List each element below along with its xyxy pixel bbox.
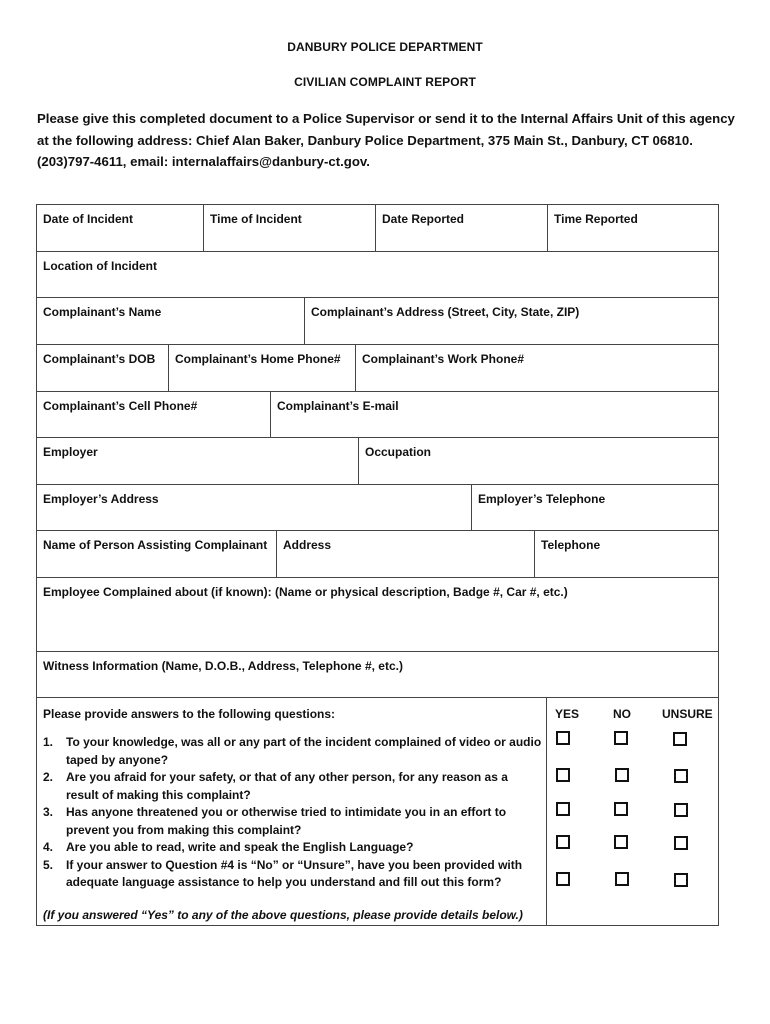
question-item — [43, 839, 543, 857]
assisting-address-label: Address — [283, 538, 332, 552]
complainant-name-row — [36, 297, 719, 344]
complainant-address-label: Complainant’s Address (Street, City, State, ZIP) — [311, 305, 580, 319]
complainant-home-phone-label: Complainant’s Home Phone# — [175, 352, 341, 366]
witness-row — [36, 651, 719, 697]
questions-heading: Please provide answers to the following questions: — [43, 707, 336, 721]
details-note: (If you answered “Yes” to any of the above questions, please provide details below.) — [43, 908, 523, 922]
employer-address-field[interactable] — [37, 485, 471, 530]
date-reported-field[interactable] — [375, 205, 547, 251]
question-text: Has anyone threatened you or otherwise tried to intimidate you in an effort to prevent you from making this complaint? — [66, 805, 507, 837]
q2-unsure-checkbox[interactable] — [674, 769, 688, 783]
q5-yes-checkbox[interactable] — [556, 872, 570, 886]
employer-field[interactable] — [37, 438, 358, 484]
unsure-column-header: UNSURE — [662, 707, 713, 721]
occupation-field[interactable] — [358, 438, 718, 484]
q1-no-checkbox[interactable] — [614, 731, 628, 745]
employer-address-label: Employer’s Address — [43, 492, 159, 506]
complainant-work-phone-field[interactable] — [355, 345, 718, 391]
time-reported-field[interactable] — [547, 205, 718, 251]
complainant-name-field[interactable] — [37, 298, 304, 344]
time-reported-label: Time Reported — [554, 212, 638, 226]
question-item — [43, 857, 543, 892]
complainant-dob-label: Complainant’s DOB — [43, 352, 156, 366]
form-title: CIVILIAN COMPLAINT REPORT — [294, 75, 476, 89]
questions-list — [43, 734, 543, 892]
question-item — [43, 769, 543, 804]
q1-unsure-checkbox[interactable] — [673, 732, 687, 746]
employer-label: Employer — [43, 445, 98, 459]
complainant-email-label: Complainant’s E-mail — [277, 399, 399, 413]
date-of-incident-field[interactable] — [37, 205, 203, 251]
q4-yes-checkbox[interactable] — [556, 835, 570, 849]
question-number: 5. — [43, 857, 54, 872]
complainant-phones-row — [36, 344, 719, 391]
incident-datetime-row — [36, 204, 719, 251]
yes-column-header: YES — [555, 707, 580, 721]
time-of-incident-label: Time of Incident — [210, 212, 302, 226]
question-number: 4. — [43, 840, 54, 854]
employer-address-row — [36, 484, 719, 530]
q2-yes-checkbox[interactable] — [556, 768, 570, 782]
occupation-label: Occupation — [365, 445, 432, 459]
assisting-address-field[interactable] — [276, 531, 534, 577]
assisting-person-row — [36, 530, 719, 577]
question-text: If your answer to Question #4 is “No” or “Unsure”, have you been provided with adequate language assistance to help you understand and fill out this form? — [66, 857, 523, 889]
no-column-header: NO — [613, 707, 631, 721]
complainant-email-field[interactable] — [270, 392, 718, 437]
department-name: DANBURY POLICE DEPARTMENT — [287, 40, 483, 54]
answer-column-divider — [546, 698, 547, 925]
assisting-person-name-field[interactable] — [37, 531, 276, 577]
q3-no-checkbox[interactable] — [614, 802, 628, 816]
question-item — [43, 804, 543, 839]
question-item — [43, 734, 543, 769]
q4-unsure-checkbox[interactable] — [674, 836, 688, 850]
question-number: 3. — [43, 805, 54, 819]
witness-information-field[interactable] — [37, 652, 718, 697]
q1-yes-checkbox[interactable] — [556, 731, 570, 745]
question-number: 1. — [43, 735, 54, 749]
q3-unsure-checkbox[interactable] — [674, 803, 688, 817]
employee-complained-about-label: Employee Complained about (if known): (Name or physical description, Badge #, Car #, etc.) — [43, 585, 568, 599]
question-text: Are you able to read, write and speak the English Language? — [66, 840, 414, 854]
assisting-person-name-label: Name of Person Assisting Complainant — [43, 538, 268, 552]
q5-no-checkbox[interactable] — [615, 872, 629, 886]
date-of-incident-label: Date of Incident — [43, 212, 134, 226]
question-text: To your knowledge, was all or any part of the incident complained of video or audio taped by anyone? — [66, 735, 542, 767]
complainant-work-phone-label: Complainant’s Work Phone# — [362, 352, 525, 366]
date-reported-label: Date Reported — [382, 212, 465, 226]
complainant-contact-row — [36, 391, 719, 437]
questions-table — [36, 697, 719, 926]
employer-row — [36, 437, 719, 484]
location-of-incident-label: Location of Incident — [43, 259, 157, 273]
time-of-incident-field[interactable] — [203, 205, 375, 251]
question-number: 2. — [43, 770, 54, 784]
complainant-cell-phone-field[interactable] — [37, 392, 270, 437]
employee-complained-about-field[interactable] — [37, 578, 718, 651]
location-of-incident-field[interactable] — [37, 252, 718, 297]
complainant-name-label: Complainant’s Name — [43, 305, 162, 319]
complainant-address-field[interactable] — [304, 298, 718, 344]
witness-information-label: Witness Information (Name, D.O.B., Address, Telephone #, etc.) — [43, 659, 403, 673]
instructions-text: Please give this completed document to a Police Supervisor or send it to the Internal Affairs Unit of this agency at the following address: Chief Alan Baker, Danbury Police Department, 375 Main St., Danbury, CT 06810. (203)797-4611, email: internalaffairs@danbury-ct.gov. — [37, 111, 735, 169]
complainant-home-phone-field[interactable] — [168, 345, 355, 391]
complainant-dob-field[interactable] — [37, 345, 168, 391]
employee-complained-row — [36, 577, 719, 651]
employer-telephone-label: Employer’s Telephone — [478, 492, 606, 506]
q5-unsure-checkbox[interactable] — [674, 873, 688, 887]
q3-yes-checkbox[interactable] — [556, 802, 570, 816]
question-text: Are you afraid for your safety, or that of any other person, for any reason as a result of making this complaint? — [66, 770, 508, 802]
employer-telephone-field[interactable] — [471, 485, 718, 530]
location-row — [36, 251, 719, 297]
assisting-telephone-field[interactable] — [534, 531, 718, 577]
q4-no-checkbox[interactable] — [614, 835, 628, 849]
q2-no-checkbox[interactable] — [615, 768, 629, 782]
assisting-telephone-label: Telephone — [541, 538, 601, 552]
complainant-cell-phone-label: Complainant’s Cell Phone# — [43, 399, 198, 413]
